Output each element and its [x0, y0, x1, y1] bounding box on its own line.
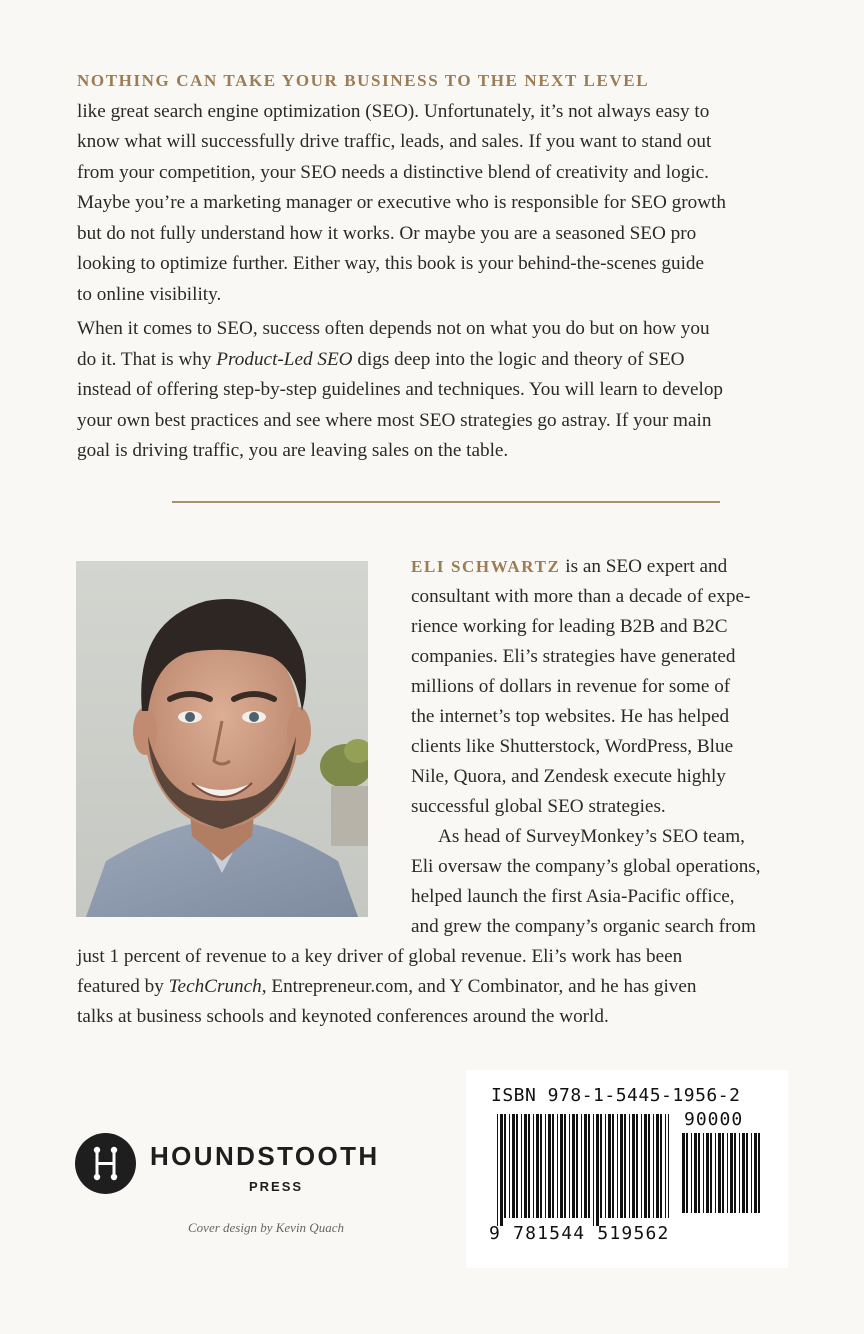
barcode-bar [636, 1114, 638, 1218]
barcode-bar [754, 1133, 757, 1213]
barcode-bar [533, 1114, 534, 1218]
barcode-bar [593, 1114, 594, 1226]
blurb-paragraph-2 [77, 314, 789, 467]
barcode-bar [617, 1114, 618, 1218]
barcode-bar [694, 1133, 697, 1213]
cover-credit: Cover design by Kevin Quach [188, 1220, 344, 1235]
barcode-bar [727, 1133, 728, 1213]
barcode-bar [521, 1114, 522, 1218]
barcode-bar [576, 1114, 578, 1218]
bio-line: Nile, Quora, and Zendesk execute highly [411, 766, 726, 787]
barcode-bar [665, 1114, 666, 1218]
barcode-bar [524, 1114, 527, 1218]
barcode-bar [605, 1114, 606, 1218]
barcode-bar [710, 1133, 712, 1213]
bio-line: companies. Eli’s strategies have generated [411, 646, 736, 667]
publication-name: TechCrunch [168, 976, 262, 997]
book-title: Product-Led SEO [216, 348, 353, 370]
barcode-bar [596, 1114, 599, 1226]
blurb-line: digs deep into the logic and theory of SEO [352, 348, 685, 370]
blurb-line: do it. That is why [77, 348, 217, 370]
barcode-bar [624, 1114, 626, 1218]
barcode-bar [682, 1133, 685, 1213]
barcode-bar [612, 1114, 614, 1218]
barcode-bar [569, 1114, 570, 1218]
barcode-bar [584, 1114, 587, 1218]
blurb-line: goal is driving traffic, you are leaving sales on the table. [77, 440, 509, 461]
blurb-paragraph-1 [77, 66, 789, 310]
barcode-bar [698, 1133, 700, 1213]
barcode-bar [545, 1114, 546, 1218]
author-photo [76, 561, 368, 917]
publisher-logo-icon [75, 1133, 136, 1194]
barcode-bar [536, 1114, 539, 1218]
barcode-bar [620, 1114, 623, 1218]
blurb-line: When it comes to SEO, success often depends not on what you do but on how you [77, 318, 710, 339]
barcode-bar [560, 1114, 563, 1218]
barcode-bar [641, 1114, 642, 1218]
barcode-bar [632, 1114, 635, 1218]
price-code: 90000 [684, 1109, 744, 1130]
barcode-bar [504, 1114, 506, 1218]
ean-digits: 9 781544 519562 [489, 1223, 670, 1244]
barcode-bar [500, 1114, 503, 1226]
barcode-bar [512, 1114, 515, 1218]
bio-line: As head of SurveyMonkey’s SEO team, [438, 826, 745, 847]
barcode-bar [516, 1114, 518, 1218]
barcode-bar [656, 1114, 659, 1218]
bio-line: rience working for leading B2B and B2C [411, 616, 728, 637]
barcode-bar [686, 1133, 688, 1213]
barcode-bar [703, 1133, 704, 1213]
publisher-name: HOUNDSTOOTH [150, 1141, 380, 1171]
bio-line: ELI SCHWARTZ is an SEO expert and [411, 556, 728, 577]
barcode-bar [509, 1114, 510, 1218]
barcode-bar [540, 1114, 542, 1218]
barcode-bar [600, 1114, 602, 1218]
isbn-text: ISBN 978-1-5445-1956-2 [491, 1085, 741, 1106]
barcode-bar [742, 1133, 745, 1213]
barcode-bar [572, 1114, 575, 1218]
barcode-bar [730, 1133, 733, 1213]
barcode-bar [668, 1114, 669, 1218]
barcode-bar [739, 1133, 740, 1213]
addon-barcode [682, 1133, 762, 1221]
bio-line: featured by TechCrunch, Entrepreneur.com, and Y Combinator, and he has given [77, 976, 697, 997]
barcode-bar [581, 1114, 582, 1218]
bio-line: millions of dollars in revenue for some of [411, 676, 731, 697]
barcode-bar [751, 1133, 752, 1213]
barcode-bar [588, 1114, 590, 1218]
barcode-bar [648, 1114, 650, 1218]
blurb-line: Maybe you’re a marketing manager or executive who is responsible for SEO growth [77, 192, 726, 213]
barcode-bar [706, 1133, 709, 1213]
barcode-bar [552, 1114, 554, 1218]
bio-line: talks at business schools and keynoted conferences around the world. [77, 1006, 609, 1027]
barcode-bar [644, 1114, 647, 1218]
barcode-bar [758, 1133, 760, 1213]
blurb-line: to online visibility. [77, 283, 222, 305]
barcode-bar [564, 1114, 566, 1218]
author-name: ELI SCHWARTZ [411, 557, 561, 576]
blurb-line: know what will successfully drive traffic, leads, and sales. If you want to stand out [77, 131, 712, 152]
bio-line: consultant with more than a decade of expe- [411, 586, 751, 607]
ean-barcode [497, 1114, 669, 1226]
blurb-line: like great search engine optimization (SEO). Unfortunately, it’s not always easy to [77, 100, 710, 122]
blurb-line: from your competition, your SEO needs a distinctive blend of creativity and logic. [77, 161, 709, 183]
barcode-bar [718, 1133, 721, 1213]
bio-line: and grew the company’s organic search from [411, 916, 756, 937]
blurb-lead-caps: NOTHING CAN TAKE YOUR BUSINESS TO THE NEXT LEVEL [77, 71, 650, 90]
barcode-bar [722, 1133, 724, 1213]
barcode-bar [548, 1114, 551, 1218]
section-divider [172, 501, 720, 503]
bio-line: just 1 percent of revenue to a key driver of global revenue. Eli’s work has been [77, 946, 683, 967]
barcode-bar [715, 1133, 716, 1213]
blurb-line: looking to optimize further. Either way, this book is your behind-the-scenes guide [77, 253, 705, 274]
bio-line: the internet’s top websites. He has helped [411, 706, 730, 727]
blurb-line: but do not fully understand how it works. Or maybe you are a seasoned SEO pro [77, 222, 697, 244]
barcode-bar [557, 1114, 558, 1218]
blurb-line: instead of offering step-by-step guidelines and techniques. You will learn to develop [77, 379, 724, 400]
barcode-bar [660, 1114, 662, 1218]
barcode-bar [746, 1133, 748, 1213]
barcode-bar [653, 1114, 654, 1218]
barcode-bar [691, 1133, 692, 1213]
barcode-bar [497, 1114, 498, 1226]
barcode-bar [629, 1114, 630, 1218]
bio-line: Eli oversaw the company’s global operations, [411, 856, 761, 877]
publisher-imprint: PRESS [249, 1179, 304, 1194]
bio-line: helped launch the first Asia-Pacific office, [411, 886, 735, 907]
barcode-bar [734, 1133, 736, 1213]
bio-line: clients like Shutterstock, WordPress, Blue [411, 736, 734, 757]
blurb-line: your own best practices and see where most SEO strategies go astray. If your main [77, 409, 712, 431]
barcode-bar [528, 1114, 530, 1218]
barcode-bar [608, 1114, 611, 1218]
bio-line: successful global SEO strategies. [411, 796, 666, 817]
